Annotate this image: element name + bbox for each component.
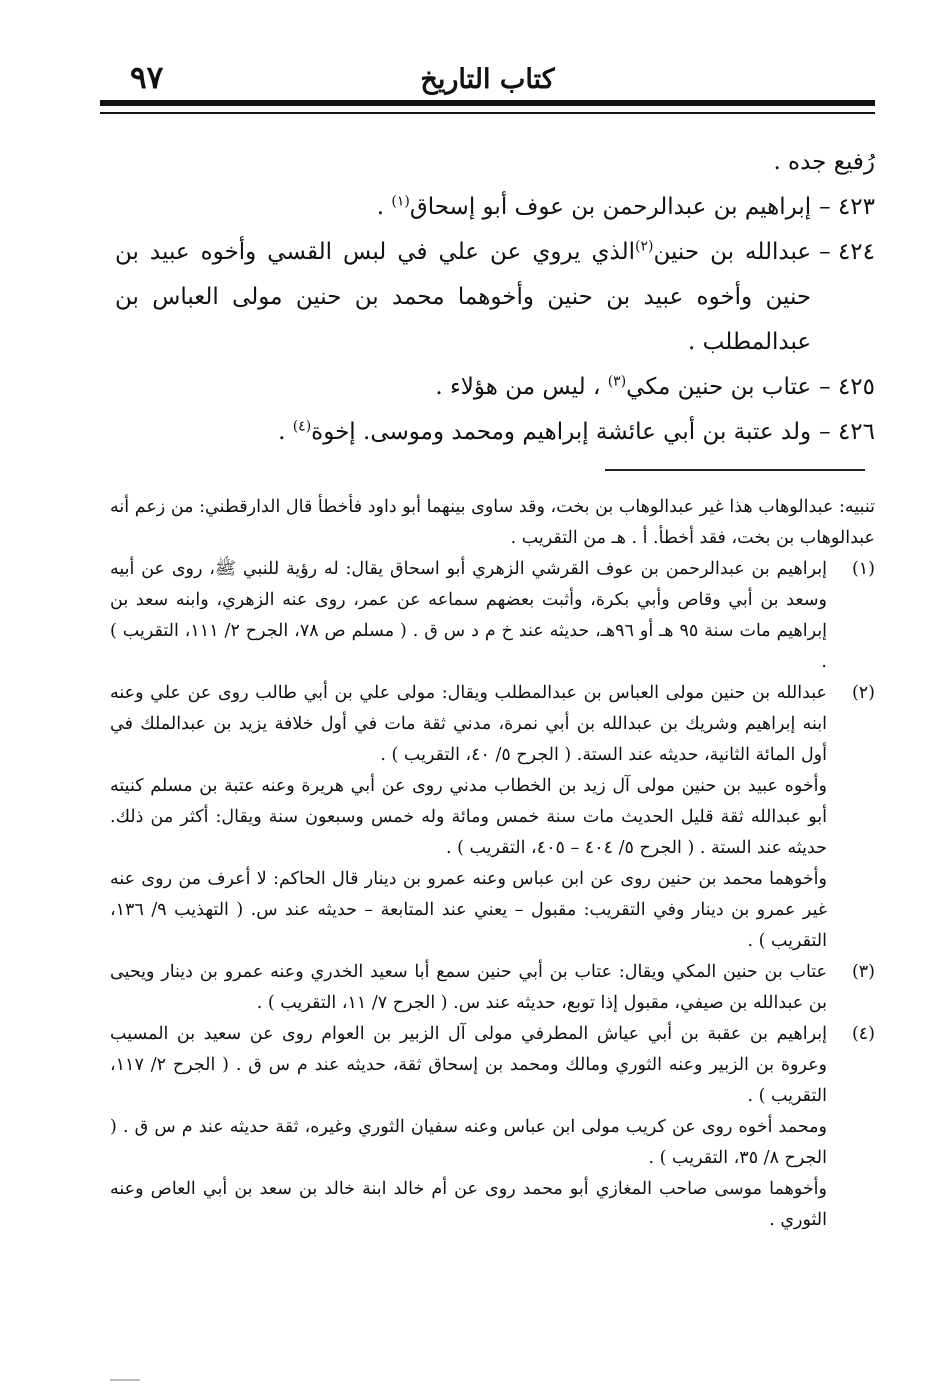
entry <box>115 230 875 365</box>
entry-tail: الذي يروي عن علي في لبس القسي وأخوه عبيد بن حنين وأخوه عبيد بن حنين وأخوهما محمد بن حنين مولى العباس بن عبدالمطلب . <box>115 239 812 355</box>
footnote-paragraph: عتاب بن حنين المكي ويقال: عتاب بن أبي حنين سمع أبا سعيد الخدري وعنه عمرو بن دينار ويحيى بن عبدالله بن صيفي، مقبول إذا توبع، حديثه عند س. ( الجرح ٧/ ١١، التقريب ) . <box>110 962 827 1013</box>
entry-body: عتاب بن حنين مكي <box>626 374 812 400</box>
footnote-number: (٤) <box>851 1024 875 1044</box>
page-number: ٩٧ <box>130 60 164 96</box>
entry <box>115 185 875 230</box>
footnote <box>110 554 875 678</box>
entry-body: ولد عتبة بن أبي عائشة إبراهيم ومحمد وموسى. إخوة <box>311 419 812 445</box>
footnote-ref: (٤) <box>292 418 312 435</box>
footnote <box>110 1019 875 1236</box>
entry-tail: ، ليس من هؤلاء . <box>435 374 608 400</box>
footnote-number: (٢) <box>851 683 875 703</box>
footnote-ref: (٢) <box>635 238 654 255</box>
scan-speck <box>110 1379 140 1381</box>
footnote-ref: (٣) <box>607 373 627 390</box>
entry-number: ٤٢٣ – <box>819 194 875 220</box>
entry <box>115 365 875 410</box>
entry-body: إبراهيم بن عبدالرحمن بن عوف أبو إسحاق <box>409 194 812 220</box>
footnote-body <box>110 957 827 1019</box>
footnotes <box>110 492 875 1236</box>
main-text <box>115 140 875 455</box>
page-header <box>100 60 875 100</box>
footnote-paragraph: عبدالله بن حنين مولى العباس بن عبدالمطلب ويقال: مولى علي بن أبي طالب روى عن علي وعنه ابنه إبراهيم وشريك بن عبدالله بن أبي نمرة، مدني ثقة مات في أول خلافة يزيد بن عبدالملك في أول المائة الثانية، حديثه عند الستة. ( الجرح ٥/ ٤٠، التقريب ) . <box>110 683 827 765</box>
entry-text <box>115 185 811 230</box>
footnote-paragraph: إبراهيم بن عقبة بن أبي عياش المطرفي مولى آل الزبير بن العوام روى عن سعيد بن المسيب وعروة بن الزبير وعنه الثوري ومالك ومحمد بن إسحاق ثقة، حديثه عند م س ق . ( الجرح ٢/ ١١٧، التقريب ) . <box>110 1024 827 1106</box>
header-rule-thin <box>100 112 875 114</box>
entry-number: ٤٢٤ – <box>819 239 875 265</box>
entry-number: ٤٢٥ – <box>819 374 875 400</box>
tanbih-note: تنبيه: عبدالوهاب هذا غير عبدالوهاب بن بخت، وقد ساوى بينهما أبو داود فأخطأ قال الدارقطني: من زعم أنه عبدالوهاب بن بخت، فقد أخطأ. أ . هـ من التقريب . <box>110 497 875 548</box>
footnote-number: (١) <box>851 559 875 579</box>
footnote-paragraph: وأخوه عبيد بن حنين مولى آل زيد بن الخطاب مدني روى عن أبي هريرة وعنه عتبة بن مسلم كنيته أبو عبدالله ثقة قليل الحديث مات سنة خمس ومائة وله خمس وسبعون سنة ويقال: أكثر من ذلك. حديثه عند الستة . ( الجرح ٥/ ٤٠٤ – ٤٠٥، التقريب ) . <box>110 776 827 858</box>
footnote-paragraph: وأخوهما موسى صاحب المغازي أبو محمد روى عن أم خالد ابنة خالد بن سعد بن أبي العاص وعنه الثوري . <box>110 1179 827 1230</box>
entry-text <box>115 365 811 410</box>
book-title: كتاب التاريخ <box>420 64 555 95</box>
footnote-paragraph: ومحمد أخوه روى عن كريب مولى ابن عباس وعنه سفيان الثوري وغيره، ثقة حديثه عند م س ق . ( الجرح ٨/ ٣٥، التقريب ) . <box>110 1117 827 1168</box>
entry-tail: . <box>278 419 293 445</box>
footnote-separator <box>605 469 865 471</box>
footnote-paragraph: وأخوهما محمد بن حنين روى عن ابن عباس وعنه عمرو بن دينار قال الحاكم: لا أعرف من روى عنه غير عمرو بن دينار وفي التقريب: مقبول – يعني عند المتابعة – حديثه عند س. ( التهذيب ٩/ ١٣٦، التقريب ) . <box>110 869 827 951</box>
header-rule-thick <box>100 100 875 106</box>
footnote-number: (٣) <box>851 962 875 982</box>
footnote-body <box>110 1019 827 1236</box>
entry-text <box>115 410 811 455</box>
footnote <box>110 678 875 957</box>
entry-body: عبدالله بن حنين <box>653 239 812 265</box>
intro-line: رُفيع جده . <box>773 149 875 175</box>
footnote-ref: (١) <box>391 193 410 210</box>
footnote-paragraph: إبراهيم بن عبدالرحمن بن عوف القرشي الزهري أبو اسحاق يقال: له رؤية للنبي ﷺ، روى عن أبيه وسعد بن أبي وقاص وأبي بكرة، وأثبت بعضهم سماعه عن عمر، روى عنه الزهري، وابنه سعد بن إبراهيم مات سنة ٩٥ هـ أو ٩٦هـ، حديثه عند خ م د س ق . ( مسلم ص ٧٨، الجرح ٢/ ١١١، التقريب ) . <box>110 559 828 672</box>
entry-text <box>115 230 811 365</box>
entry-tail: . <box>376 194 392 220</box>
footnote-body <box>110 678 827 957</box>
entry-number: ٤٢٦ – <box>819 419 875 445</box>
footnote <box>110 957 875 1019</box>
footnote-body <box>110 554 827 678</box>
entry <box>115 410 875 455</box>
